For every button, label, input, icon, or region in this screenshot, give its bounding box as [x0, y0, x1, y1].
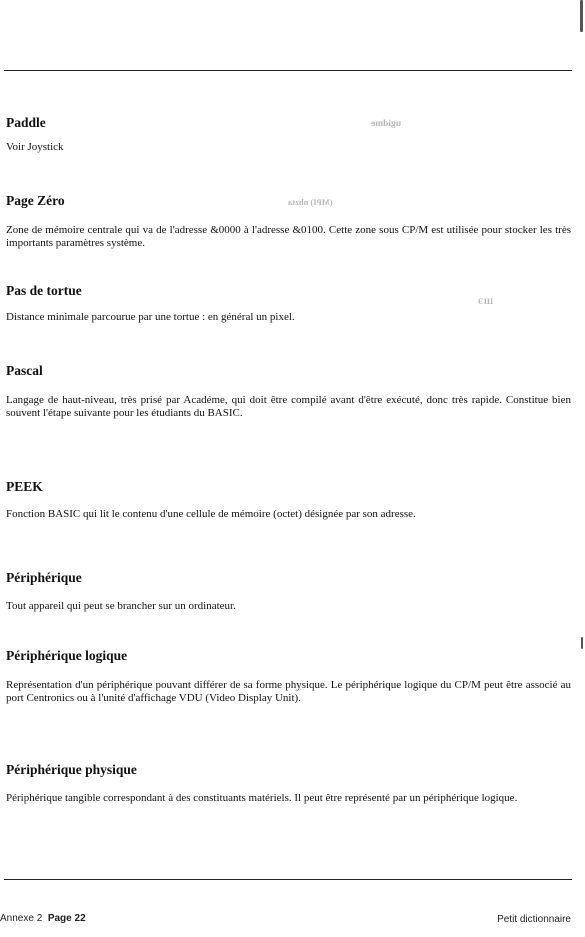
bleed-through-text: ШЭ: [478, 296, 494, 306]
entry-definition: Voir Joystick: [6, 141, 64, 153]
entry-definition: Représentation d'un périphérique pouvant différer de sa forme physique. Le périphérique logique du CP/M peut être associé au port Centronics ou à l'unité d'affichage VDU (Video Display Unit).: [6, 679, 571, 704]
entry-peripherique-logique: [6, 648, 571, 705]
entry-peripherique: [6, 570, 571, 613]
entry-term: Périphérique physique: [6, 762, 137, 777]
entry-peek: [6, 479, 571, 521]
scan-edge-mark: [581, 637, 583, 649]
entry-definition: Périphérique tangible correspondant à des constituants matériels. Il peut être représenté par un périphérique logique.: [6, 792, 518, 804]
entry-definition: Tout appareil qui peut se brancher sur un ordinateur.: [6, 600, 236, 612]
header-rule: [4, 70, 572, 71]
entry-term: Périphérique: [6, 570, 82, 585]
entry-definition: Fonction BASIC qui lit le contenu d'une cellule de mémoire (octet) désignée par son adresse.: [6, 508, 416, 520]
footer-book-title: Petit dictionnaire: [497, 914, 571, 925]
entry-definition: Distance minimale parcourue par une tortue : en général un pixel.: [6, 311, 295, 323]
entry-definition: Zone de mémoire centrale qui va de l'adresse &0000 à l'adresse &0100. Cette zone sous CP/M est utilisée pour stocker les très importants paramètres système.: [6, 224, 571, 249]
scan-edge-mark: [580, 0, 583, 32]
entry-definition: Langage de haut-niveau, très prisé par Académe, qui doit être compilé avant d'être exécuté, donc très rapide. Constitue bien souvent l'étape suivante pour les étudiants du BASIC.: [6, 394, 571, 419]
entry-term: Pascal: [6, 363, 43, 378]
entry-term: Périphérique logique: [6, 648, 128, 663]
entry-term: Paddle: [6, 115, 46, 130]
bleed-through-text: (MPI) nbzta: [288, 197, 333, 207]
entry-paddle: [6, 115, 571, 154]
entry-term: Pas de tortue: [6, 283, 82, 298]
entry-pascal: [6, 363, 571, 420]
entry-term: PEEK: [6, 479, 43, 494]
entry-peripherique-physique: [6, 762, 571, 805]
page-footer-left: [0, 913, 86, 924]
entry-term: Page Zéro: [6, 193, 65, 208]
bleed-through-text: ugidme: [371, 119, 402, 129]
footer-page-number: Page 22: [47, 913, 86, 924]
footer-rule: [4, 879, 572, 880]
footer-annexe: Annexe 2: [0, 913, 43, 924]
